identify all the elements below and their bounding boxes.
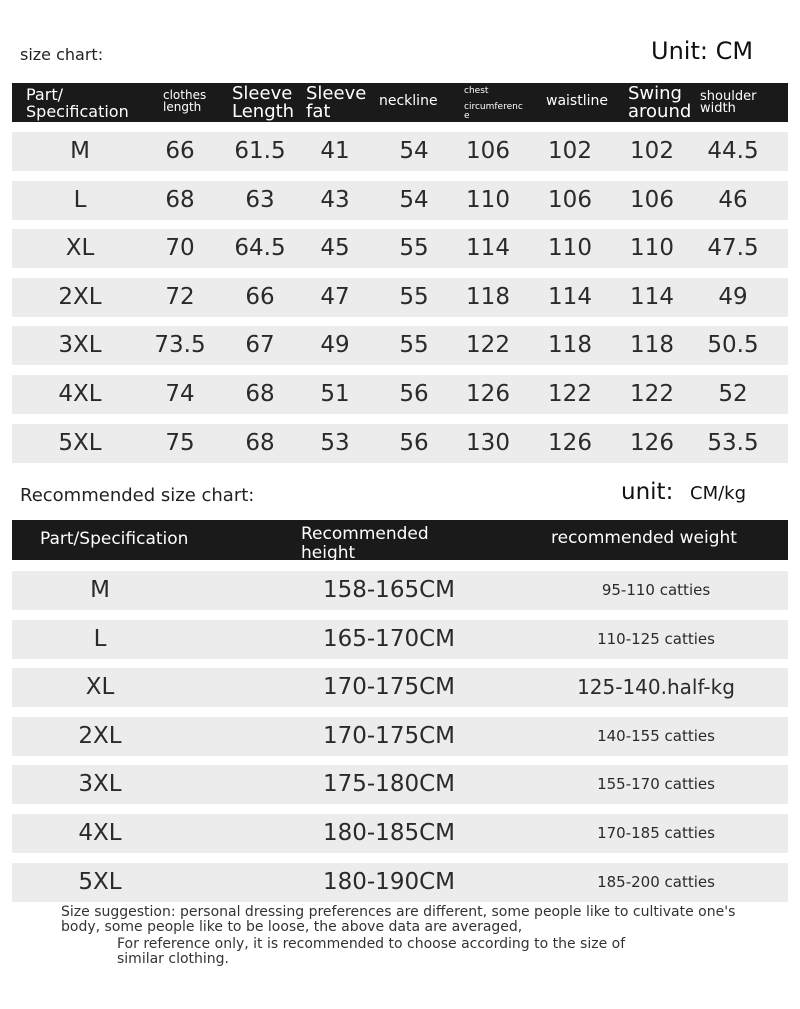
measurement-cell: 106 bbox=[548, 186, 592, 213]
measurement-cell: 106 bbox=[466, 138, 510, 164]
measurement-cell: 52 bbox=[718, 381, 748, 407]
size-row bbox=[12, 278, 788, 317]
size-label: 2XL bbox=[58, 283, 102, 310]
recommended-chart-header bbox=[12, 520, 788, 563]
measurement-cell: 50.5 bbox=[707, 332, 759, 359]
recommended-height: 175-180CM bbox=[322, 771, 455, 798]
measurement-cell: 110 bbox=[466, 186, 510, 213]
measurement-cell: 122 bbox=[630, 381, 674, 407]
recommended-weight: 185-200 catties bbox=[597, 872, 715, 891]
measurement-cell: 102 bbox=[630, 138, 674, 164]
measurement-cell: 122 bbox=[548, 381, 592, 407]
size-row bbox=[12, 326, 788, 365]
recommended-weight: 140-155 catties bbox=[597, 726, 715, 745]
measurement-cell: 41 bbox=[320, 138, 350, 164]
size-label: M bbox=[70, 138, 90, 164]
measurement-cell: 110 bbox=[548, 235, 592, 262]
measurement-cell: 70 bbox=[165, 235, 195, 262]
measurement-cell: 114 bbox=[630, 283, 674, 310]
measurement-cell: 43 bbox=[320, 186, 350, 213]
size-chart-header: Part/ Specification clothes length Sleeve Length Sleeve fat neckline chest circumferenc e waistline Swing around shoulder width bbox=[12, 83, 788, 122]
measurement-cell: 63 bbox=[245, 186, 275, 213]
size-label: 3XL bbox=[58, 332, 102, 359]
measurement-cell: 122 bbox=[466, 332, 510, 359]
size-row bbox=[12, 375, 788, 414]
recommended-row bbox=[12, 620, 788, 659]
measurement-cell: 45 bbox=[320, 235, 350, 262]
measurement-cell: 102 bbox=[548, 138, 592, 164]
measurement-cell: 55 bbox=[399, 283, 429, 310]
size-row bbox=[12, 181, 788, 220]
measurement-cell: 68 bbox=[245, 429, 275, 456]
header-part-specification-2: Part/Specification bbox=[40, 529, 189, 549]
recommended-row bbox=[12, 717, 788, 756]
size-row bbox=[12, 229, 788, 268]
size-label: 3XL bbox=[78, 771, 122, 798]
recommended-row bbox=[12, 765, 788, 804]
header-recommended-height: Recommended bbox=[301, 524, 429, 544]
measurement-cell: 130 bbox=[466, 429, 510, 456]
measurement-cell: 61.5 bbox=[234, 138, 286, 164]
recommended-row bbox=[12, 668, 788, 707]
size-label: XL bbox=[85, 674, 115, 701]
recommended-row bbox=[12, 814, 788, 853]
measurement-cell: 118 bbox=[630, 332, 674, 359]
header-recommended-height-2: height bbox=[301, 543, 356, 563]
recommended-height: 170-175CM bbox=[322, 722, 455, 749]
measurement-cell: 53 bbox=[320, 429, 350, 456]
measurement-cell: 126 bbox=[466, 381, 510, 407]
size-chart-unit: Unit: CM bbox=[651, 37, 754, 65]
measurement-cell: 72 bbox=[165, 283, 195, 310]
size-note-line-2: body, some people like to be loose, the above data are averaged, bbox=[61, 919, 523, 935]
recommended-row bbox=[12, 863, 788, 902]
recommended-height: 165-170CM bbox=[322, 625, 455, 652]
size-row bbox=[12, 132, 788, 171]
size-label: 2XL bbox=[78, 722, 122, 749]
measurement-cell: 44.5 bbox=[707, 138, 759, 164]
measurement-cell: 118 bbox=[466, 283, 510, 310]
measurement-cell: 64.5 bbox=[234, 235, 286, 262]
measurement-cell: 55 bbox=[399, 332, 429, 359]
measurement-cell: 47 bbox=[320, 283, 350, 310]
measurement-cell: 66 bbox=[245, 283, 275, 310]
size-row bbox=[12, 424, 788, 463]
size-label: 5XL bbox=[78, 868, 122, 895]
size-label: 5XL bbox=[58, 429, 102, 456]
recommended-weight: 155-170 catties bbox=[597, 775, 715, 794]
size-label: M bbox=[90, 577, 110, 603]
measurement-cell: 114 bbox=[466, 235, 510, 262]
measurement-cell: 51 bbox=[320, 381, 350, 407]
size-label: XL bbox=[65, 235, 95, 262]
size-label: L bbox=[93, 625, 107, 652]
recommended-height: 158-165CM bbox=[322, 577, 455, 603]
measurement-cell: 46 bbox=[718, 186, 748, 213]
recommended-weight: 95-110 catties bbox=[601, 581, 711, 599]
recommended-height: 170-175CM bbox=[322, 674, 455, 701]
size-note-line-4: similar clothing. bbox=[117, 951, 229, 967]
recommended-unit-value: CM/kg bbox=[690, 483, 747, 504]
measurement-cell: 118 bbox=[548, 332, 592, 359]
measurement-cell: 126 bbox=[548, 429, 592, 456]
measurement-cell: 68 bbox=[165, 186, 195, 213]
measurement-cell: 49 bbox=[320, 332, 350, 359]
measurement-cell: 56 bbox=[399, 429, 429, 456]
recommended-unit-label: unit: bbox=[621, 479, 674, 505]
measurement-cell: 114 bbox=[548, 283, 592, 310]
recommended-weight: 170-185 catties bbox=[597, 824, 715, 842]
size-note-line-1: Size suggestion: personal dressing preferences are different, some people like to cultivate one's bbox=[61, 904, 736, 920]
measurement-cell: 67 bbox=[245, 332, 275, 359]
measurement-cell: 75 bbox=[165, 429, 195, 456]
size-chart-title: size chart: bbox=[20, 45, 104, 64]
measurement-cell: 126 bbox=[630, 429, 674, 456]
size-note-line-3: For reference only, it is recommended to choose according to the size of bbox=[117, 936, 626, 952]
measurement-cell: 106 bbox=[630, 186, 674, 213]
measurement-cell: 53.5 bbox=[707, 429, 759, 456]
measurement-cell: 54 bbox=[399, 186, 429, 213]
measurement-cell: 110 bbox=[630, 235, 674, 262]
measurement-cell: 56 bbox=[399, 381, 429, 407]
measurement-cell: 68 bbox=[245, 381, 275, 407]
measurement-cell: 54 bbox=[399, 138, 429, 164]
measurement-cell: 74 bbox=[165, 381, 195, 407]
measurement-cell: 49 bbox=[718, 283, 748, 310]
size-label: 4XL bbox=[58, 381, 102, 407]
recommended-height: 180-185CM bbox=[322, 820, 455, 846]
recommended-chart-title: Recommended size chart: bbox=[20, 485, 255, 506]
size-label: 4XL bbox=[78, 820, 122, 846]
measurement-cell: 73.5 bbox=[154, 332, 206, 359]
recommended-row bbox=[12, 571, 788, 610]
size-label: L bbox=[73, 186, 87, 213]
recommended-height: 180-190CM bbox=[322, 868, 455, 895]
measurement-cell: 55 bbox=[399, 235, 429, 262]
measurement-cell: 66 bbox=[165, 138, 195, 164]
recommended-weight: 125-140.half-kg bbox=[577, 675, 735, 700]
recommended-weight: 110-125 catties bbox=[597, 629, 715, 648]
measurement-cell: 47.5 bbox=[707, 235, 759, 262]
header-recommended-weight: recommended weight bbox=[551, 528, 737, 548]
